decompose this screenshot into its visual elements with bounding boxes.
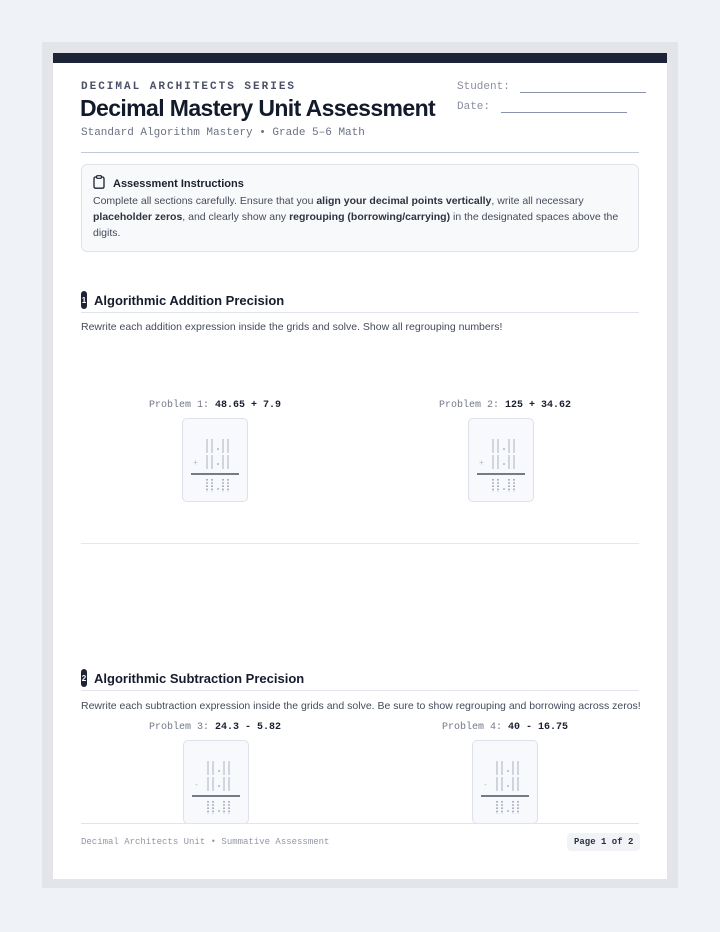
decimal-point-mark (503, 463, 505, 465)
date-line[interactable] (501, 102, 627, 113)
decimal-point-mark (507, 785, 509, 787)
decimal-point-mark (218, 770, 220, 772)
decimal-point-mark (217, 448, 219, 450)
section-2-header (81, 669, 304, 687)
section-2-rule (81, 690, 639, 691)
section-1-description: Rewrite each addition expression inside the grids and solve. Show all regrouping numbers! (81, 321, 503, 333)
date-label: Date: (457, 101, 491, 113)
decimal-point-mark (217, 488, 219, 490)
problem-4-label: Problem 4: 40 - 16.75 (441, 722, 569, 733)
clipboard-icon (93, 175, 105, 192)
footer-text: Decimal Architects Unit • Summative Assessment (81, 837, 330, 847)
section-2-title: Algorithmic Subtraction Precision (94, 670, 305, 686)
top-accent-bar (53, 53, 667, 63)
problem-2-label: Problem 2: 125 + 34.62 (438, 400, 572, 411)
instructions-text: Complete all sections carefully. Ensure that you align your decimal points vertically, write all necessary placeholder zeros, and clearly show any regrouping (borrowing/carrying) in the designated spaces above the digits. (93, 195, 619, 239)
problem-1-label: Problem 1: 48.65 + 7.9 (148, 400, 282, 411)
operator-sign: - (194, 781, 199, 790)
header-divider (81, 152, 639, 153)
date-field[interactable] (457, 101, 627, 113)
decimal-point-mark (218, 785, 220, 787)
section-1-number: 1 (81, 291, 87, 309)
student-label: Student: (457, 81, 510, 93)
section-1-header (81, 291, 284, 309)
decimal-point-mark (503, 448, 505, 450)
decimal-point-mark (217, 463, 219, 465)
problem-3-label: Problem 3: 24.3 - 5.82 (148, 722, 282, 733)
section-divider (81, 543, 639, 544)
section-1-rule (81, 312, 639, 313)
decimal-point-mark (503, 488, 505, 490)
problem-2-work-grid[interactable] (468, 418, 534, 502)
section-2-number: 2 (81, 669, 87, 687)
page-number-badge: Page 1 of 2 (567, 833, 640, 851)
instructions-header (93, 175, 244, 192)
page-subtitle: Standard Algorithm Mastery • Grade 5–6 Math (81, 127, 365, 139)
page-title: Decimal Mastery Unit Assessment (80, 95, 436, 121)
series-label: DECIMAL ARCHITECTS SERIES (81, 81, 297, 93)
section-2-description: Rewrite each subtraction expression inside the grids and solve. Be sure to show regrouping and borrowing across zeros! (81, 700, 641, 712)
section-1-title: Algorithmic Addition Precision (94, 292, 285, 308)
problem-4-work-grid[interactable] (472, 740, 538, 824)
decimal-point-mark (218, 810, 220, 812)
operator-sign: - (483, 781, 488, 790)
operator-sign: + (479, 459, 484, 468)
problem-3-work-grid[interactable] (183, 740, 249, 824)
problem-1-work-grid[interactable] (182, 418, 248, 502)
worksheet-page (53, 53, 667, 879)
student-field[interactable] (457, 81, 646, 93)
operator-sign: + (193, 459, 198, 468)
decimal-point-mark (507, 770, 509, 772)
instructions-heading: Assessment Instructions (113, 177, 244, 190)
student-line[interactable] (520, 82, 646, 93)
instructions-box (81, 164, 639, 252)
decimal-point-mark (507, 810, 509, 812)
footer-rule (81, 823, 639, 824)
